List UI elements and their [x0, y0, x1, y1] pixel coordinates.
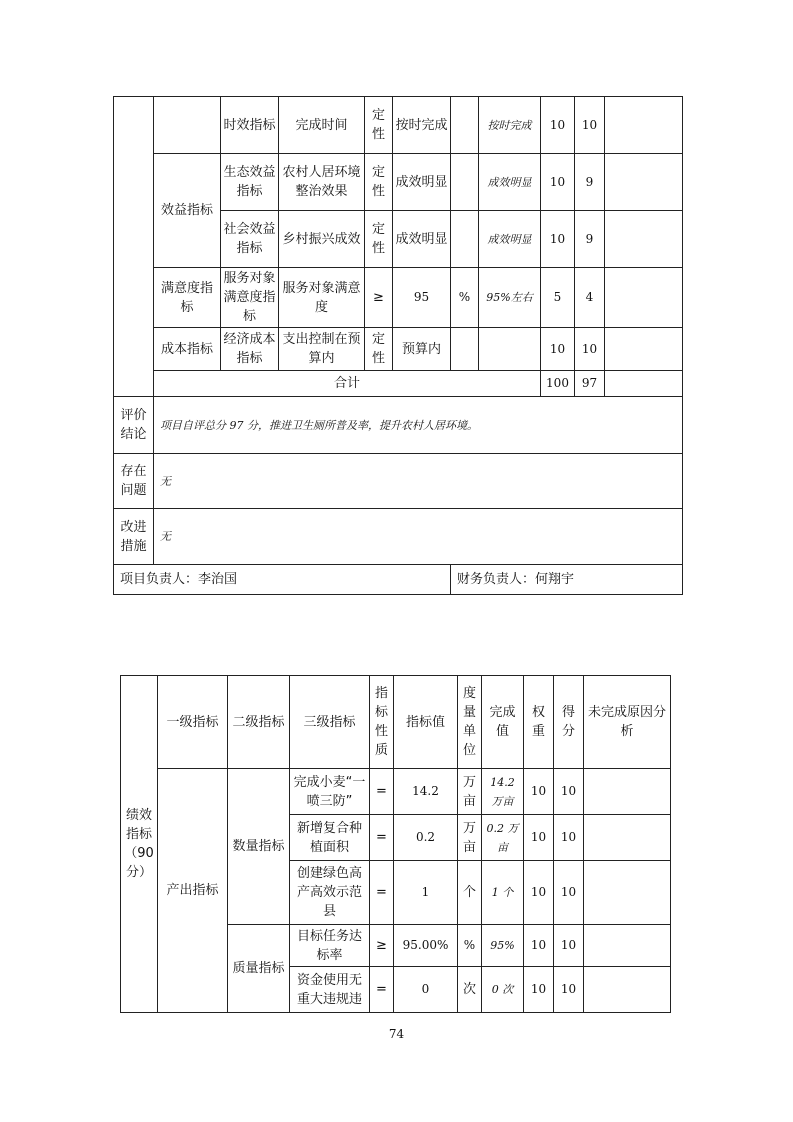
score-cell: 10: [554, 925, 584, 967]
output-label: 产出指标: [158, 769, 228, 1013]
weight-cell: 10: [541, 328, 575, 371]
level2-cell: 效益指标: [154, 154, 221, 268]
weight-cell: 10: [524, 769, 554, 815]
level4-cell: 完成时间: [279, 97, 365, 154]
evaluation-label: 评价结论: [114, 397, 154, 454]
nature-cell: =: [370, 967, 394, 1013]
header-weight: 权重: [524, 676, 554, 769]
level3-cell: 目标任务达标率: [290, 925, 370, 967]
unit-cell: [451, 154, 479, 211]
level4-cell: 农村人居环境整治效果: [279, 154, 365, 211]
unit-cell: 个: [458, 861, 482, 925]
level3-cell: 新增复合种植面积: [290, 815, 370, 861]
actual-cell: 成效明显: [479, 211, 541, 268]
improvements-text: 无: [154, 509, 683, 565]
weight-cell: 10: [524, 925, 554, 967]
unit-cell: 万亩: [458, 815, 482, 861]
level3-cell: 完成小麦“一喷三防”: [290, 769, 370, 815]
page-number: 74: [388, 1027, 405, 1041]
score-cell: 10: [554, 861, 584, 925]
score-cell: 10: [575, 328, 605, 371]
weight-cell: 10: [541, 154, 575, 211]
performance-indicator-table: [120, 675, 671, 1013]
level2-cell: 成本指标: [154, 328, 221, 371]
actual-cell: 95%左右: [479, 268, 541, 328]
target-cell: 成效明显: [393, 211, 451, 268]
unit-cell: [451, 328, 479, 371]
nature-cell: ≥: [365, 268, 393, 328]
signature-row: [114, 565, 683, 595]
level3-cell: 社会效益指标: [221, 211, 279, 268]
improvements-label: 改进措施: [114, 509, 154, 565]
actual-cell: 0 次: [482, 967, 524, 1013]
score-cell: 10: [575, 97, 605, 154]
actual-cell: 按时完成: [479, 97, 541, 154]
unit-cell: %: [451, 268, 479, 328]
level3-cell: 资金使用无重大违规违: [290, 967, 370, 1013]
score-cell: 10: [554, 769, 584, 815]
score-cell: 9: [575, 211, 605, 268]
reason-cell: [584, 925, 671, 967]
value-cell: 95.00%: [394, 925, 458, 967]
table-row: [114, 97, 683, 154]
weight-cell: 10: [541, 97, 575, 154]
reason-cell: [584, 967, 671, 1013]
table-row: [121, 769, 671, 815]
problems-row: [114, 454, 683, 509]
finance-lead: 财务负责人：何翔宇: [451, 565, 683, 595]
weight-cell: 10: [541, 211, 575, 268]
header-l3: 三级指标: [290, 676, 370, 769]
project-lead: 项目负责人：李治国: [114, 565, 451, 595]
level4-cell: 乡村振兴成效: [279, 211, 365, 268]
value-cell: 1: [394, 861, 458, 925]
unit-cell: 次: [458, 967, 482, 1013]
value-cell: 0: [394, 967, 458, 1013]
score-cell: 10: [554, 815, 584, 861]
header-l2: 二级指标: [228, 676, 290, 769]
target-cell: 95: [393, 268, 451, 328]
header-reason: 未完成原因分析: [584, 676, 671, 769]
reason-cell: [605, 268, 683, 328]
nature-cell: 定性: [365, 211, 393, 268]
nature-cell: 定性: [365, 154, 393, 211]
value-cell: 14.2: [394, 769, 458, 815]
level3-cell: 经济成本指标: [221, 328, 279, 371]
level3-cell: 生态效益指标: [221, 154, 279, 211]
quality-label: 质量指标: [228, 925, 290, 1013]
score-cell: 4: [575, 268, 605, 328]
target-cell: 按时完成: [393, 97, 451, 154]
level1-blank-cell: [114, 97, 154, 397]
reason-cell: [605, 328, 683, 371]
nature-cell: ≥: [370, 925, 394, 967]
header-unit: 度量单位: [458, 676, 482, 769]
unit-cell: [451, 97, 479, 154]
actual-cell: 14.2 万亩: [482, 769, 524, 815]
weight-cell: 10: [524, 861, 554, 925]
level3-cell: 创建绿色高产高效示范县: [290, 861, 370, 925]
score-cell: 9: [575, 154, 605, 211]
reason-cell: [584, 815, 671, 861]
nature-cell: 定性: [365, 97, 393, 154]
reason-cell: [605, 97, 683, 154]
level2-blank-cell: [154, 97, 221, 154]
level2-cell: 满意度指标: [154, 268, 221, 328]
actual-cell: 0.2 万亩: [482, 815, 524, 861]
level3-cell: 时效指标: [221, 97, 279, 154]
performance-table-continued: [113, 96, 683, 595]
header-nature: 指标性质: [370, 676, 394, 769]
total-row: [114, 371, 683, 397]
total-weight: 100: [541, 371, 575, 397]
actual-cell: 成效明显: [479, 154, 541, 211]
value-cell: 0.2: [394, 815, 458, 861]
actual-cell: 95%: [482, 925, 524, 967]
target-cell: 成效明显: [393, 154, 451, 211]
weight-cell: 10: [524, 815, 554, 861]
total-label: 合计: [154, 371, 541, 397]
header-actual: 完成值: [482, 676, 524, 769]
reason-cell: [605, 211, 683, 268]
score-cell: 10: [554, 967, 584, 1013]
nature-cell: =: [370, 769, 394, 815]
nature-cell: =: [370, 861, 394, 925]
level4-cell: 支出控制在预算内: [279, 328, 365, 371]
unit-cell: [451, 211, 479, 268]
table-row: [114, 268, 683, 328]
total-reason: [605, 371, 683, 397]
improvements-row: [114, 509, 683, 565]
reason-cell: [584, 769, 671, 815]
header-row: [121, 676, 671, 769]
unit-cell: %: [458, 925, 482, 967]
header-score: 得分: [554, 676, 584, 769]
weight-cell: 5: [541, 268, 575, 328]
reason-cell: [584, 861, 671, 925]
problems-label: 存在问题: [114, 454, 154, 509]
nature-cell: 定性: [365, 328, 393, 371]
unit-cell: 万亩: [458, 769, 482, 815]
table-row: [114, 328, 683, 371]
side-label: 绩效指标（90分）: [121, 676, 158, 1013]
problems-text: 无: [154, 454, 683, 509]
nature-cell: =: [370, 815, 394, 861]
total-score: 97: [575, 371, 605, 397]
level3-cell: 服务对象满意度指标: [221, 268, 279, 328]
header-l1: 一级指标: [158, 676, 228, 769]
table-row: [114, 154, 683, 211]
target-cell: 预算内: [393, 328, 451, 371]
evaluation-text: 项目自评总分 97 分，推进卫生厕所普及率，提升农村人居环境。: [154, 397, 683, 454]
weight-cell: 10: [524, 967, 554, 1013]
header-value: 指标值: [394, 676, 458, 769]
evaluation-row: [114, 397, 683, 454]
actual-cell: 1 个: [482, 861, 524, 925]
quantity-label: 数量指标: [228, 769, 290, 925]
actual-cell: [479, 328, 541, 371]
level4-cell: 服务对象满意度: [279, 268, 365, 328]
reason-cell: [605, 154, 683, 211]
